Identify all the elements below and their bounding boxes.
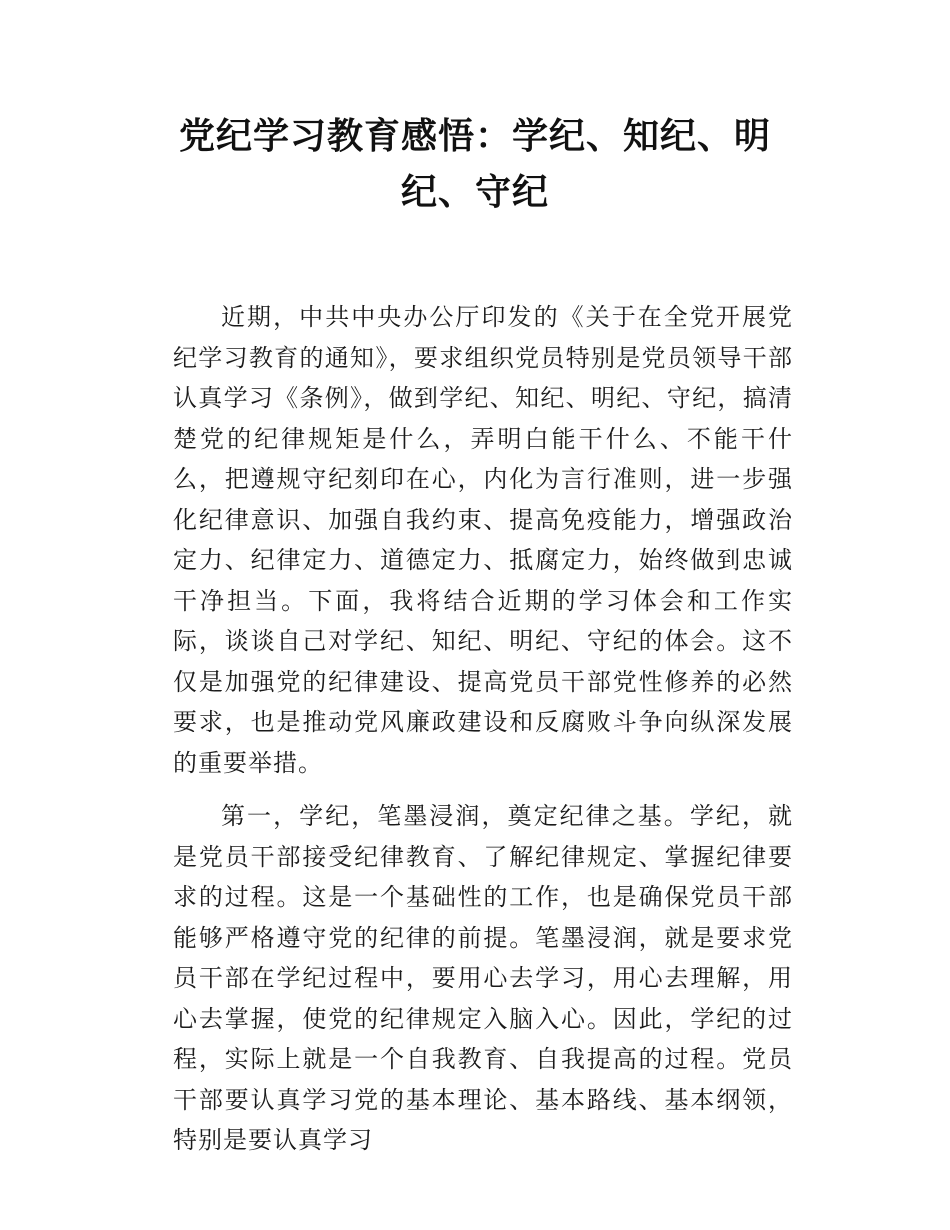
document-title: 党纪学习教育感悟：学纪、知纪、明纪、守纪 <box>178 115 771 213</box>
document-body <box>173 297 793 1174</box>
paragraph-intro: 近期，中共中央办公厅印发的《关于在全党开展党纪学习教育的通知》，要求组织党员特别是党员领导干部认真学习《条例》，做到学纪、知纪、明纪、守纪，搞清楚党的纪律规矩是什么，弄明白能干什么、不能干什么，把遵规守纪刻印在心，内化为言行准则，进一步强化纪律意识、加强自我约束、提高免疫能力，增强政治定力、纪律定力、道德定力、抵腐定力，始终做到忠诚干净担当。下面，我将结合近期的学习体会和工作实际，谈谈自己对学纪、知纪、明纪、守纪的体会。这不仅是加强党的纪律建设、提高党员干部党性修养的必然要求，也是推动党风廉政建设和反腐败斗争向纵深发展的重要举措。 <box>173 303 793 777</box>
paragraph-first-point: 第一，学纪，笔墨浸润，奠定纪律之基。学纪，就是党员干部接受纪律教育、了解纪律规定、掌握纪律要求的过程。这是一个基础性的工作，也是确保党员干部能够严格遵守党的纪律的前提。笔墨浸润，就是要求党员干部在学纪过程中，要用心去学习，用心去理解，用心去掌握，使党的纪律规定入脑入心。因此，学纪的过程，实际上就是一个自我教育、自我提高的过程。党员干部要认真学习党的基本理论、基本路线、基本纲领，特别是要认真学习 <box>173 802 793 1154</box>
